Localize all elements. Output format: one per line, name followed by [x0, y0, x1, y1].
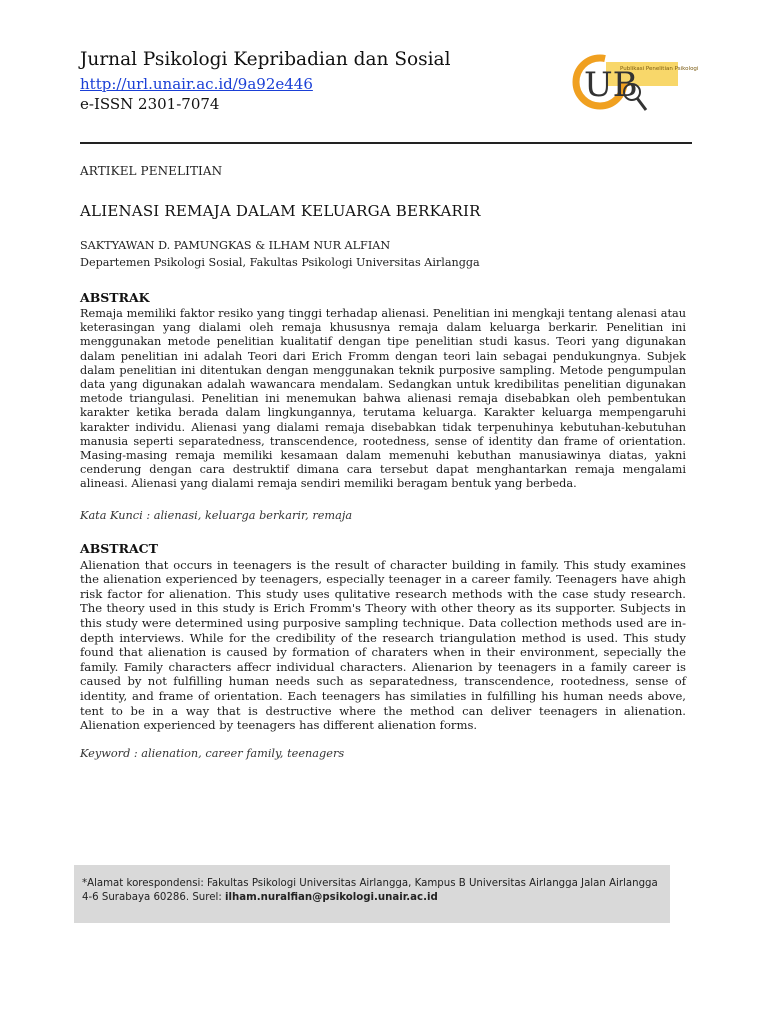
correspondence-address: *Alamat korespondensi: Fakultas Psikologi Universitas Airlangga, Kampus B Universitas Airlangga Jalan Airlangga 4-6 Surabaya 60286. Surel: — [82, 878, 658, 903]
journal-url-link[interactable]: http://url.unair.ac.id/9a92e446 — [80, 75, 313, 93]
article-affiliation: Departemen Psikologi Sosial, Fakultas Psikologi Universitas Airlangga — [80, 256, 480, 269]
abstrak-keywords: Kata Kunci : alienasi, keluarga berkarir, remaja — [80, 508, 353, 522]
abstrak-heading: ABSTRAK — [80, 290, 150, 305]
abstrak-text: Remaja memiliki faktor resiko yang tinggi terhadap alienasi. Penelitian ini mengkaji tentang alenasi atau keterasingan yang dialami oleh remaja khususnya remaja dalam keluarga berkarir. Penelitian ini menggunakan metode penelitian kualitatif dengan tipe penelitian studi kasus. Teori yang digunakan dalam penelitian ini adalah Teori dari Erich Fromm dengan teori lain sebagai pendukungnya. Subjek dalam penelitian ini ditentukan dengan menggunakan teknik purposive sampling. Metode pengumpulan data yang digunakan adalah wawancara mendalam. Sedangkan untuk kredibilitas penelitian digunakan metode triangulasi. Penelitian ini menemukan bahwa alienasi remaja disebabkan oleh pembentukan karakter ketika berada dalam lingkungannya, terutama keluarga. Karakter keluarga mempengaruhi karakter individu. Alienasi yang dialami remaja disebabkan tidak terpenuhinya kebutuhan-kebutuhan manusia seperti separatedness, transcendence, rootedness, sense of identity dan frame of orientation. Masing-masing remaja memiliki kesamaan dalam memenuhi kebuthan manusiawinya diatas, yakni cenderung dengan cara destruktif dimana cara tersebut dapat menghantarkan remaja mengalami alineasi. Alienasi yang dialami remaja sendiri memiliki beragam bentuk yang berbeda. — [80, 307, 686, 491]
journal-logo — [570, 48, 699, 130]
abstract-heading: ABSTRACT — [80, 540, 158, 556]
journal-title: Jurnal Psikologi Kepribadian dan Sosial — [80, 49, 451, 70]
abstract-text: Alienation that occurs in teenagers is the result of character building in family. This study examines the alienation experienced by teenagers, especially teenager in a career family. Teenagers have ahigh risk factor for alienation. This study uses qulitative research methods with the case study research. The theory used in this study is Erich Fromm's Theory with other theory as its supporter. Subjects in this study were determined using purposive sampling technique. Data collection methods used are in-depth interviews. While for the credibility of the research triangulation method is used. This study found that alienation is caused by formation of charaters when in their environment, sepecially the family. Family characters affecr individual characters. Alienarion by teenagers in a family career is caused by not fulfilling human needs such as separatedness, transcendence, rootedness, sense of identity, and frame of orientation. Each teenagers has similaties in fulfilling his human needs above, tent to be in a way that is destructive where the method can deliver teenagers in alienation. Alienation experienced by teenagers has different alienation forms. — [80, 557, 686, 733]
journal-issn: e-ISSN 2301-7074 — [80, 95, 220, 113]
article-authors: SAKTYAWAN D. PAMUNGKAS & ILHAM NUR ALFIAN — [80, 239, 391, 252]
correspondence-email[interactable]: ilham.nuralfian@psikologi.unair.ac.id — [225, 892, 438, 903]
journal-logo-text: UB — [584, 65, 638, 105]
article-body — [80, 160, 686, 761]
article-title: ALIENASI REMAJA DALAM KELUARGA BERKARIR — [80, 202, 481, 220]
correspondence-box — [74, 865, 670, 923]
article-type: ARTIKEL PENELITIAN — [80, 164, 223, 178]
abstract-keywords: Keyword : alienation, career family, teenagers — [80, 746, 345, 760]
journal-logo-tagline: Publikasi Penelitian Psikologi — [620, 66, 699, 72]
header-divider — [80, 142, 692, 144]
journal-header — [80, 48, 699, 143]
